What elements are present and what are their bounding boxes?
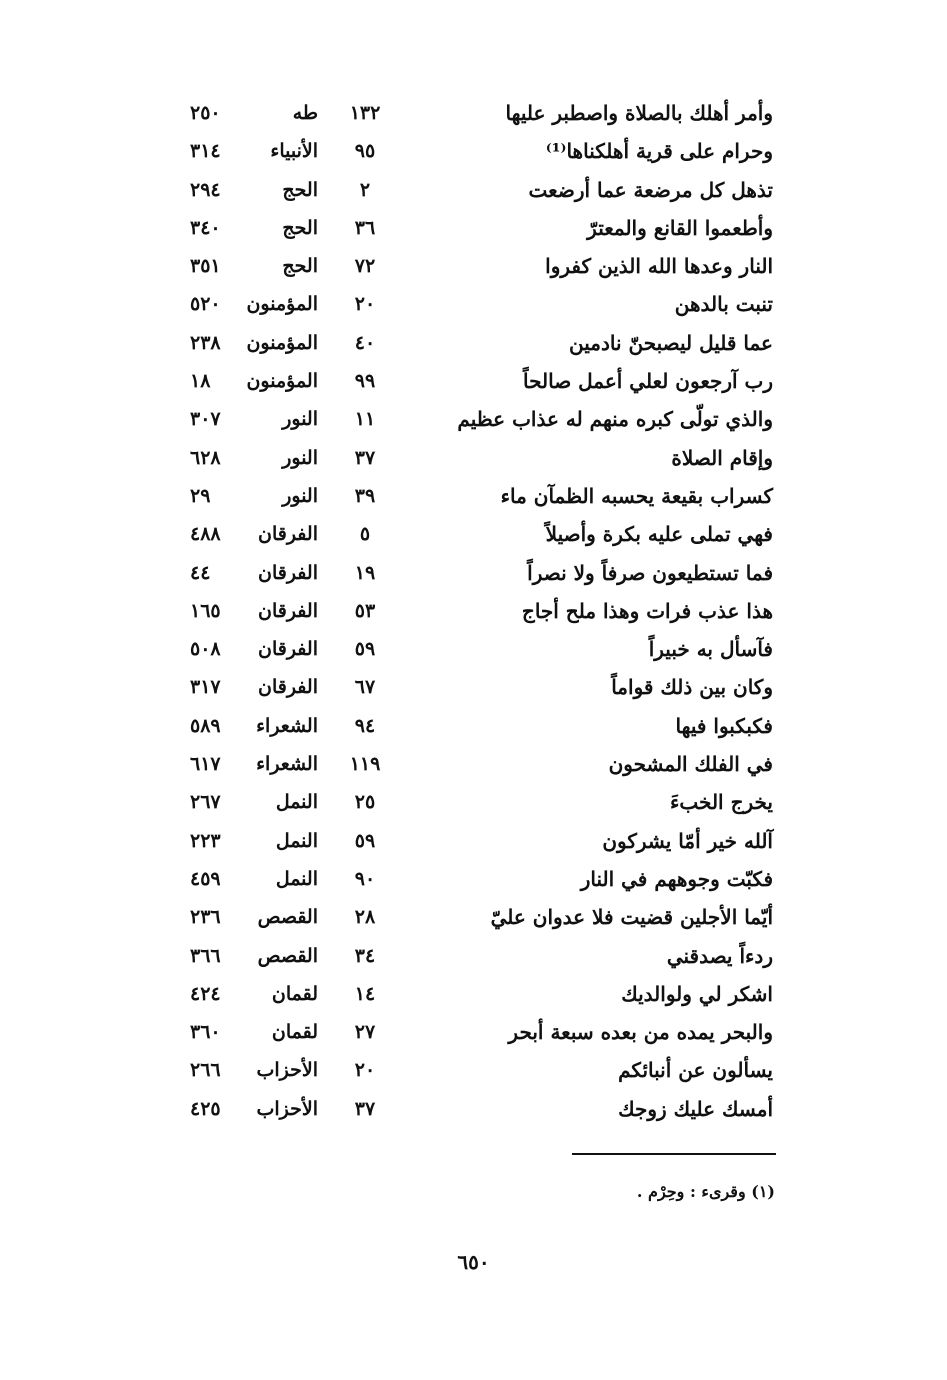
page-reference: ٢٣٨ <box>190 331 221 354</box>
verse-number: ٣٧ <box>354 1097 376 1120</box>
verse-text: والبحر يمده من بعده سبعة أبحر <box>508 1020 773 1045</box>
surah-name: الشعراء <box>256 753 318 776</box>
verse-text: وإقام الصلاة <box>671 445 773 470</box>
page-reference: ٢٥٠ <box>190 102 221 124</box>
verse-text: كسراب بقيعة يحسبه الظمآن ماء <box>500 483 773 508</box>
table-row <box>0 285 947 323</box>
table-row <box>0 400 947 438</box>
verse-text: فكبّت وجوههم في النار <box>580 866 773 891</box>
page-reference: ٤٢٥ <box>190 1097 221 1120</box>
verse-number: ٩٩ <box>354 370 376 393</box>
verse-number: ٣٦ <box>354 216 376 239</box>
surah-name: القصص <box>257 944 318 967</box>
verse-number: ٢٧ <box>354 1021 376 1044</box>
verse-text: وأطعموا القانع والمعترّ <box>587 215 773 240</box>
verse-number: ٣٧ <box>354 446 376 469</box>
surah-name: النور <box>282 408 318 431</box>
table-row <box>0 860 947 898</box>
footnote: (١) وقرىء : وحِرْم . <box>636 1182 775 1201</box>
surah-name: الفرقان <box>258 523 318 546</box>
verse-number: ٥٩ <box>354 829 376 852</box>
verse-number: ٢٠ <box>354 1059 376 1082</box>
page-reference: ٣٦٠ <box>190 1021 221 1044</box>
surah-name: النمل <box>275 867 318 890</box>
table-row <box>0 707 947 745</box>
page-reference: ٣٤٠ <box>190 216 221 239</box>
page-reference: ٥٢٠ <box>190 293 221 316</box>
surah-name: الفرقان <box>258 638 318 661</box>
table-row <box>0 324 947 362</box>
table-row <box>0 209 947 247</box>
verse-text: يسألون عن أنبائكم <box>618 1058 773 1083</box>
page-reference: ٣١٧ <box>190 676 221 699</box>
table-row <box>0 247 947 285</box>
table-row <box>0 171 947 209</box>
page-reference: ٢٢٣ <box>190 829 221 852</box>
verse-text: وحرام على قرية أهلكناها⁽¹⁾ <box>545 139 773 164</box>
table-row <box>0 554 947 592</box>
verse-text: ردءاً يصدقني <box>666 943 773 968</box>
page-reference: ٤٨٨ <box>190 523 221 546</box>
surah-name: الأحزاب <box>256 1097 318 1120</box>
page-reference: ١٦٥ <box>190 599 221 622</box>
verse-index-table <box>0 94 947 1128</box>
verse-text: فهي تملى عليه بكرة وأصيلاً <box>545 522 773 547</box>
table-row <box>0 937 947 975</box>
table-row <box>0 630 947 668</box>
surah-name: النمل <box>275 829 318 852</box>
verse-text: تنبت بالدهن <box>674 292 773 317</box>
surah-name: الفرقان <box>258 561 318 584</box>
page-reference: ٢٦٦ <box>190 1059 221 1082</box>
surah-name: طه <box>292 102 318 124</box>
surah-name: الأنبياء <box>270 140 318 163</box>
page-reference: ٢٩ <box>190 484 211 507</box>
verse-text: يخرج الخبءَ <box>670 790 773 815</box>
verse-number: ١١٩ <box>349 753 381 776</box>
table-row <box>0 668 947 706</box>
page-reference: ٣٠٧ <box>190 408 221 431</box>
verse-text: النار وعدها الله الذين كفروا <box>545 254 773 279</box>
verse-number: ٢٥ <box>354 791 376 814</box>
page-reference: ٤٤ <box>190 561 211 584</box>
table-row <box>0 1013 947 1051</box>
surah-name: المؤمنون <box>246 293 318 316</box>
verse-number: ٣٩ <box>354 484 376 507</box>
verse-text: فما تستطيعون صرفاً ولا نصراً <box>527 560 773 585</box>
surah-name: المؤمنون <box>246 331 318 354</box>
surah-name: لقمان <box>271 1021 318 1044</box>
page-reference: ٤٢٤ <box>190 982 221 1005</box>
table-row <box>0 1090 947 1128</box>
table-row <box>0 783 947 821</box>
table-row <box>0 132 947 170</box>
verse-text: فآسأل به خبيراً <box>648 637 773 662</box>
verse-number: ٥٩ <box>354 638 376 661</box>
verse-number: ٥ <box>359 523 371 546</box>
table-row <box>0 515 947 553</box>
table-row <box>0 592 947 630</box>
footnote-divider <box>572 1153 776 1155</box>
verse-text: في الفلك المشحون <box>608 752 773 777</box>
page-reference: ٥٠٨ <box>190 638 221 661</box>
page-reference: ٤٥٩ <box>190 867 221 890</box>
table-row <box>0 439 947 477</box>
page-reference: ٣١٤ <box>190 140 221 163</box>
table-row <box>0 745 947 783</box>
surah-name: الحج <box>282 216 318 239</box>
verse-number: ٩٤ <box>354 714 376 737</box>
table-row <box>0 898 947 936</box>
verse-number: ٢٠ <box>354 293 376 316</box>
verse-text: والذي تولّى كبره منهم له عذاب عظيم <box>457 407 773 432</box>
verse-text: أيّما الأجلين قضيت فلا عدوان عليّ <box>490 905 773 930</box>
surah-name: الأحزاب <box>256 1059 318 1082</box>
surah-name: الحج <box>282 255 318 278</box>
verse-text: هذا عذب فرات وهذا ملح أجاج <box>521 598 773 623</box>
surah-name: لقمان <box>271 982 318 1005</box>
page-reference: ٢٦٧ <box>190 791 221 814</box>
verse-number: ١٤ <box>354 982 376 1005</box>
verse-text: أمسك عليك زوجك <box>618 1096 773 1121</box>
table-row <box>0 477 947 515</box>
page-reference: ٣٥١ <box>190 255 221 278</box>
verse-number: ٦٧ <box>354 676 376 699</box>
page-reference: ٢٩٤ <box>190 178 221 201</box>
surah-name: القصص <box>257 906 318 929</box>
surah-name: النور <box>282 484 318 507</box>
page-reference: ٣٦٦ <box>190 944 221 967</box>
verse-number: ١١ <box>354 408 376 431</box>
page-reference: ٢٣٦ <box>190 906 221 929</box>
verse-text: وكان بين ذلك قواماً <box>611 675 773 700</box>
page-number: ٦٥٠ <box>457 1250 490 1274</box>
surah-name: الحج <box>282 178 318 201</box>
surah-name: الشعراء <box>256 714 318 737</box>
verse-text: فكبكبوا فيها <box>675 713 773 738</box>
verse-text: اشكر لي ولوالديك <box>621 981 773 1006</box>
surah-name: النور <box>282 446 318 469</box>
verse-number: ٢ <box>359 178 371 201</box>
page-reference: ٦٢٨ <box>190 446 221 469</box>
table-row <box>0 822 947 860</box>
surah-name: المؤمنون <box>246 370 318 393</box>
verse-number: ٥٣ <box>354 599 376 622</box>
verse-number: ١٩ <box>354 561 376 584</box>
table-row <box>0 94 947 132</box>
verse-number: ٧٢ <box>354 255 376 278</box>
verse-text: وأمر أهلك بالصلاة واصطبر عليها <box>505 101 773 125</box>
page-reference: ١٨ <box>190 370 211 393</box>
surah-name: الفرقان <box>258 676 318 699</box>
verse-text: عما قليل ليصبحنّ نادمين <box>568 330 773 355</box>
page-reference: ٦١٧ <box>190 753 221 776</box>
table-row <box>0 1051 947 1089</box>
surah-name: النمل <box>275 791 318 814</box>
verse-number: ٩٠ <box>354 867 376 890</box>
verse-text: آلله خير أمّا يشركون <box>602 828 773 853</box>
verse-number: ٣٤ <box>354 944 376 967</box>
table-row <box>0 362 947 400</box>
verse-number: ١٣٢ <box>349 102 381 124</box>
surah-name: الفرقان <box>258 599 318 622</box>
verse-text: رب آرجعون لعلي أعمل صالحاً <box>523 369 773 394</box>
verse-number: ٤٠ <box>354 331 376 354</box>
verse-number: ٩٥ <box>354 140 376 163</box>
page-reference: ٥٨٩ <box>190 714 221 737</box>
verse-number: ٢٨ <box>354 906 376 929</box>
table-row <box>0 975 947 1013</box>
verse-text: تذهل كل مرضعة عما أرضعت <box>528 177 773 202</box>
